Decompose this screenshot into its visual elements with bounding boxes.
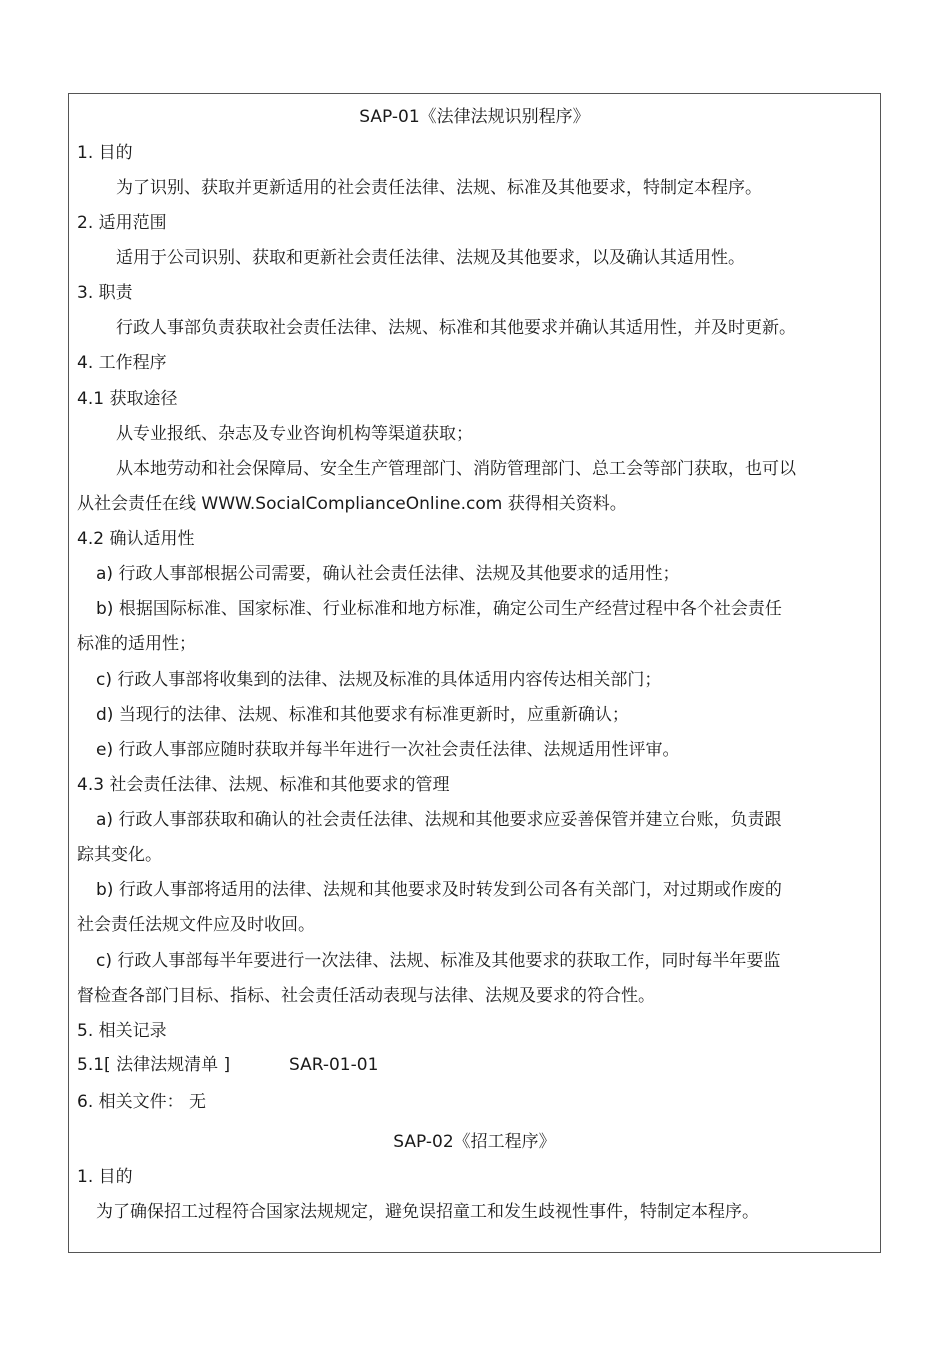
sap01-section-4-1-para-1: 从专业报纸、杂志及专业咨询机构等渠道获取； bbox=[116, 424, 473, 444]
sap01-section-4-2-heading: 4.2 确认适用性 bbox=[77, 529, 195, 549]
sap01-section-3-heading: 3. 职责 bbox=[77, 283, 133, 303]
sap01-section-2-text: 适用于公司识别、获取和更新社会责任法律、法规及其他要求，以及确认其适用性。 bbox=[116, 248, 745, 268]
sap01-section-4-3-item-a-line-2: 踪其变化。 bbox=[77, 845, 162, 865]
sap01-section-5-heading: 5. 相关记录 bbox=[77, 1021, 167, 1041]
sap01-section-4-2-item-b-line-2: 标准的适用性； bbox=[77, 634, 196, 654]
sap02-section-1-heading: 1. 目的 bbox=[77, 1167, 133, 1187]
sap02-section-1-text: 为了确保招工过程符合国家法规规定，避免误招童工和发生歧视性事件，特制定本程序。 bbox=[96, 1202, 759, 1222]
sap01-section-1-heading: 1. 目的 bbox=[77, 143, 133, 163]
sap01-section-2-heading: 2. 适用范围 bbox=[77, 213, 167, 233]
sap01-section-4-3-item-c-line-2: 督检查各部门目标、指标、社会责任活动表现与法律、法规及要求的符合性。 bbox=[77, 986, 655, 1006]
sap01-section-4-2-item-a: a) 行政人事部根据公司需要，确认社会责任法律、法规及其他要求的适用性； bbox=[96, 564, 680, 584]
sap01-section-4-heading: 4. 工作程序 bbox=[77, 353, 167, 373]
sap01-section-3-text: 行政人事部负责获取社会责任法律、法规、标准和其他要求并确认其适用性，并及时更新。 bbox=[116, 318, 796, 338]
document-frame bbox=[68, 93, 881, 1253]
sap01-title: SAP-01《法律法规识别程序》 bbox=[359, 107, 590, 127]
sap01-section-4-2-item-c: c) 行政人事部将收集到的法律、法规及标准的具体适用内容传达相关部门； bbox=[96, 670, 662, 690]
sap01-section-4-2-item-d: d) 当现行的法律、法规、标准和其他要求有标准更新时，应重新确认； bbox=[96, 705, 629, 725]
sap01-section-4-1-heading: 4.1 获取途径 bbox=[77, 389, 178, 409]
sap01-section-4-2-item-b-line-1: b) 根据国际标准、国家标准、行业标准和地方标准，确定公司生产经营过程中各个社会责任 bbox=[96, 599, 782, 619]
sap01-section-5-1-code: SAR-01-01 bbox=[289, 1055, 379, 1075]
sap01-section-4-1-para-2-line-1: 从本地劳动和社会保障局、安全生产管理部门、消防管理部门、总工会等部门获取，也可以 bbox=[116, 459, 796, 479]
sap01-section-4-1-para-2-line-2: 从社会责任在线 WWW.SocialComplianceOnline.com 获得相关资料。 bbox=[77, 494, 627, 514]
sap01-section-4-3-heading: 4.3 社会责任法律、法规、标准和其他要求的管理 bbox=[77, 775, 450, 795]
sap01-section-6-line: 6. 相关文件： 无 bbox=[77, 1092, 207, 1112]
sap01-section-4-3-item-b-line-1: b) 行政人事部将适用的法律、法规和其他要求及时转发到公司各有关部门，对过期或作废的 bbox=[96, 880, 782, 900]
sap01-section-4-3-item-c-line-1: c) 行政人事部每半年要进行一次法律、法规、标准及其他要求的获取工作，同时每半年要监 bbox=[96, 951, 781, 971]
sap01-section-4-2-item-e: e) 行政人事部应随时获取并每半年进行一次社会责任法律、法规适用性评审。 bbox=[96, 740, 680, 760]
sap01-section-4-3-item-a-line-1: a) 行政人事部获取和确认的社会责任法律、法规和其他要求应妥善保管并建立台账，负责跟 bbox=[96, 810, 782, 830]
sap01-section-5-1-label: 5.1[ 法律法规清单 ] bbox=[77, 1055, 231, 1075]
sap01-section-4-3-item-b-line-2: 社会责任法规文件应及时收回。 bbox=[77, 915, 315, 935]
sap02-title: SAP-02《招工程序》 bbox=[393, 1132, 556, 1152]
sap01-section-1-text: 为了识别、获取并更新适用的社会责任法律、法规、标准及其他要求，特制定本程序。 bbox=[116, 178, 762, 198]
